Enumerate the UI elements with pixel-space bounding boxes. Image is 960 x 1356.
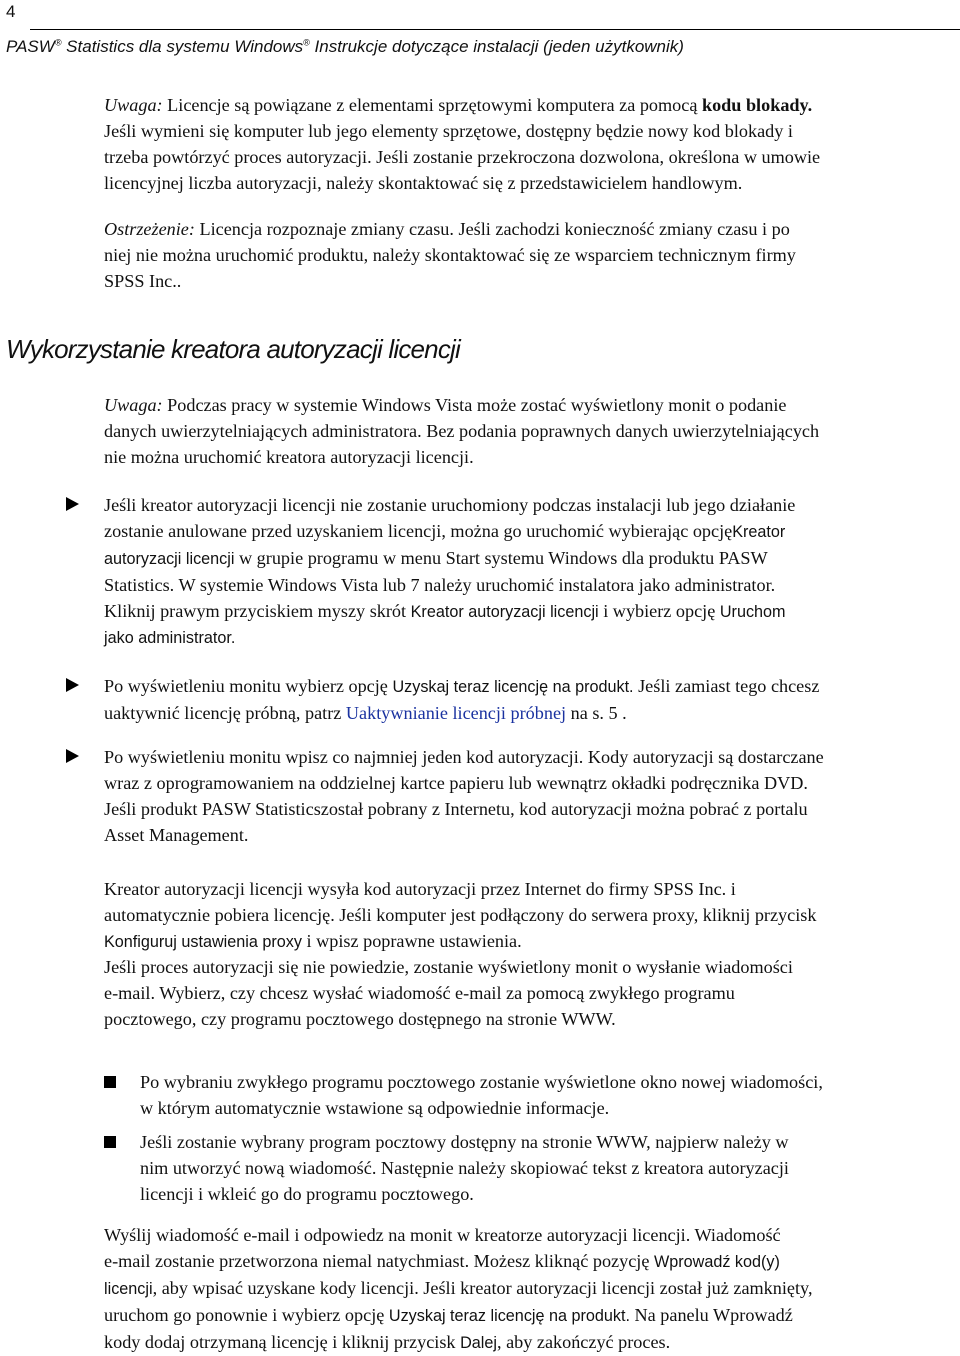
- trial-license-link[interactable]: Uaktywnianie licencji próbnej: [345, 703, 567, 723]
- note2-label: Uwaga:: [104, 395, 163, 415]
- step-enter-codes: [104, 744, 960, 848]
- note-vista-credentials: [104, 392, 960, 470]
- para-email-fallback: [104, 954, 960, 1032]
- step-arrow-icon: [66, 678, 79, 692]
- step1-line3b: w grupie programu w menu Start systemu Windows dla produktu PASW: [234, 548, 768, 568]
- step-obtain-license: [104, 673, 960, 726]
- para3-line4c: Na panelu Wprowadź: [630, 1305, 793, 1325]
- header-rule: [30, 29, 960, 30]
- para1-line2: automatycznie pobiera licencję. Jeśli komputer jest podłączony do serwera proxy, kliknij przycisk: [104, 905, 817, 925]
- ui-term-wizard-2: autoryzacji licencji: [104, 550, 235, 568]
- running-header: [6, 37, 684, 57]
- warning-line1: Licencja rozpoznaje zmiany czasu. Jeśli zachodzi konieczność zmiany czasu i po: [194, 219, 790, 239]
- para3-line4a: uruchom go ponownie i wybierz opcję: [104, 1305, 389, 1325]
- note1-line3: trzeba powtórzyć proces autoryzacji. Jeśli zostanie przekroczona dozwolona, określona w umowie: [104, 147, 821, 167]
- note2-line1: Podczas pracy w systemie Windows Vista może zostać wyświetlony monit o podanie: [162, 395, 787, 415]
- step3-line1: Po wyświetleniu monitu wpisz co najmniej jeden kod autoryzacji. Kody autoryzacji są dostarczane: [104, 747, 824, 767]
- para2-line2: e-mail. Wybierz, czy chcesz wysłać wiadomość e-mail za pomocą zwykłego programu: [104, 983, 735, 1003]
- step3-line4: Asset Management.: [104, 825, 249, 845]
- warning-line3: SPSS Inc..: [104, 271, 182, 291]
- para3-line2a: e-mail zostanie przetworzona niemal natychmiast. Możesz kliknąć pozycję: [104, 1251, 654, 1271]
- step-arrow-icon: [66, 497, 79, 511]
- bullet-square-icon: [104, 1136, 116, 1148]
- ui-term-next: Dalej: [460, 1334, 497, 1352]
- para3-line5c: , aby zakończyć proces.: [496, 1332, 671, 1352]
- step2-line2a: uaktywnić licencję próbną, patrz: [104, 703, 346, 723]
- ui-term-enter-codes-2: licencji: [104, 1280, 153, 1298]
- ui-term-get-license-2: Uzyskaj teraz licencję na produkt.: [388, 1307, 630, 1325]
- ui-term-enter-codes: Wprowadź kod(y): [653, 1253, 780, 1271]
- note1-line4: licencyjnej liczba autoryzacji, należy skontaktować się z przedstawicielem handlowym.: [104, 173, 743, 193]
- header-title-c: Instrukcje dotyczące instalacji (jeden użytkownik): [309, 37, 684, 56]
- step2-line2b: na s. 5 .: [566, 703, 627, 723]
- step1-line2a: zostanie anulowane przed uzyskaniem licencji, można go uruchomić wybierając opcję: [104, 521, 733, 541]
- para2-line3: pocztowego, czy programu pocztowego dostępnego na stronie WWW.: [104, 1009, 616, 1029]
- note2-line3: nie można uruchomić kreatora autoryzacji licencji.: [104, 447, 474, 467]
- registered-mark: ®: [54, 37, 62, 48]
- bullet-mail-client: [140, 1069, 960, 1121]
- step1-line5c: i wybierz opcję: [598, 601, 720, 621]
- note-license-hardware: [104, 92, 960, 196]
- para1-line3b: i wpisz poprawne ustawienia.: [301, 931, 522, 951]
- step1-line5a: Kliknij prawym przyciskiem myszy skrót: [104, 601, 411, 621]
- bullet1-line2: w którym automatycznie wstawione są odpowiednie informacje.: [140, 1098, 610, 1118]
- registered-mark-2: ®: [303, 37, 310, 48]
- bullet2-line2: nim utworzyć nową wiadomość. Następnie należy skopiować tekst z kreatora autoryzacji: [140, 1158, 789, 1178]
- warning-label: Ostrzeżenie:: [104, 219, 195, 239]
- para3-line3b: , aby wpisać uzyskane kody licencji. Jeśli kreator autoryzacji licencji został już zamknięty,: [152, 1278, 813, 1298]
- lock-code-term: kodu blokady.: [701, 95, 813, 115]
- note-label: Uwaga:: [104, 95, 163, 115]
- para1-line1: Kreator autoryzacji licencji wysyła kod autoryzacji przez Internet do firmy SPSS Inc. i: [104, 879, 736, 899]
- warning-line2: niej nie można uruchomić produktu, należy skontaktować się ze wsparciem technicznym firmy: [104, 245, 796, 265]
- para-wizard-internet: [104, 876, 960, 955]
- step1-line1: Jeśli kreator autoryzacji licencji nie zostanie uruchomiony podczas instalacji lub jego działanie: [104, 495, 796, 515]
- step-arrow-icon: [66, 749, 79, 763]
- warning-time-change: [104, 216, 960, 294]
- ui-term-run-as-2: jako administrator.: [104, 629, 236, 647]
- ui-term-wizard: Kreator: [732, 523, 786, 541]
- step2-line1a: Po wyświetleniu monitu wybierz opcję: [104, 676, 393, 696]
- step3-line3: Jeśli produkt PASW Statisticszostał pobrany z Internetu, kod autoryzacji można pobrać z portalu: [104, 799, 808, 819]
- page-number: 4: [6, 2, 16, 21]
- note2-line2: danych uwierzytelniających administratora. Bez podania poprawnych danych uwierzytelniających: [104, 421, 820, 441]
- step3-line2: wraz z oprogramowaniem na oddzielnej kartce papieru lub wewnątrz okładki podręcznika DVD.: [104, 773, 808, 793]
- bullet-web-mail: [140, 1129, 960, 1207]
- section-heading: Wykorzystanie kreatora autoryzacji licencji: [6, 334, 460, 364]
- note1-line1a: Licencje są powiązane z elementami sprzętowymi komputera za pomocą: [162, 95, 702, 115]
- header-title-b: Statistics dla systemu Windows: [61, 37, 304, 56]
- ui-term-shortcut: Kreator autoryzacji licencji: [410, 603, 599, 621]
- bullet1-line1: Po wybraniu zwykłego programu pocztowego zostanie wyświetlone okno nowej wiadomości,: [140, 1072, 823, 1092]
- step2-line1c: Jeśli zamiast tego chcesz: [633, 676, 820, 696]
- header-title-a: PASW: [6, 37, 55, 56]
- ui-term-proxy: Konfiguruj ustawienia proxy: [104, 933, 302, 951]
- step1-line4: Statistics. W systemie Windows Vista lub 7 należy uruchomić instalatora jako administrator.: [104, 575, 776, 595]
- para-send-and-enter: [104, 1222, 960, 1356]
- ui-term-get-license: Uzyskaj teraz licencję na produkt.: [392, 678, 634, 696]
- bullet2-line3: licencji i wkleić go do programu pocztowego.: [140, 1184, 474, 1204]
- para3-line5a: kody dodaj otrzymaną licencję i kliknij przycisk: [104, 1332, 461, 1352]
- bullet2-line1: Jeśli zostanie wybrany program pocztowy dostępny na stronie WWW, najpierw należy w: [140, 1132, 789, 1152]
- para3-line1: Wyślij wiadomość e-mail i odpowiedz na monit w kreatorze autoryzacji licencji. Wiadomość: [104, 1225, 781, 1245]
- ui-term-run-as: Uruchom: [719, 603, 786, 621]
- para2-line1: Jeśli proces autoryzacji się nie powiedzie, zostanie wyświetlony monit o wysłanie wiadomości: [104, 957, 793, 977]
- step-launch-wizard: [104, 492, 960, 651]
- note1-line2: Jeśli wymieni się komputer lub jego elementy sprzętowe, dostępny będzie nowy kod blokady i: [104, 121, 793, 141]
- bullet-square-icon: [104, 1076, 116, 1088]
